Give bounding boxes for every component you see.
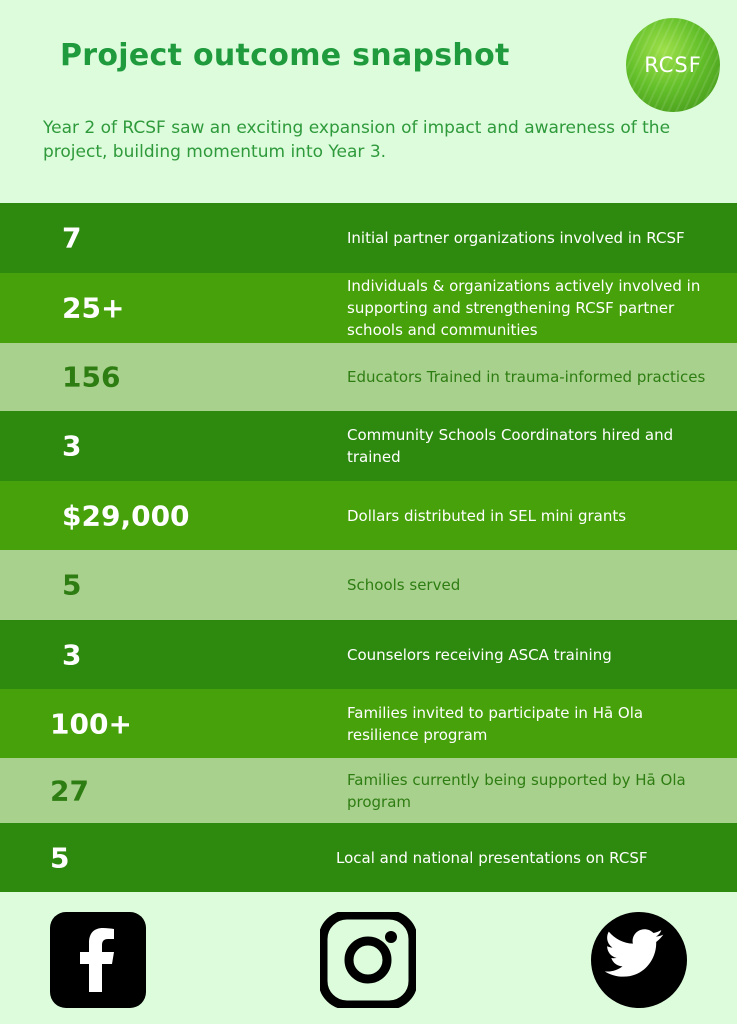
stat-row <box>0 550 737 620</box>
stat-value: 25+ <box>62 291 125 325</box>
stat-label: Schools served <box>347 576 461 594</box>
stat-value: 100+ <box>50 707 132 740</box>
stat-label: Community Schools Coordinators hired and trained <box>347 426 674 466</box>
stat-value: 5 <box>50 841 70 874</box>
stat-row <box>0 411 737 481</box>
stat-label: Families invited to participate in Hā Ola resilience program <box>347 703 644 744</box>
stat-label: Educators Trained in trauma-informed practices <box>347 368 706 386</box>
stat-value: 5 <box>62 568 82 602</box>
stat-label: Families currently being supported by Hā Ola program <box>347 770 686 811</box>
page-title: Project outcome snapshot <box>60 38 510 73</box>
facebook-icon[interactable] <box>50 912 146 1008</box>
stat-label: Initial partner organizations involved in RCSF <box>347 229 685 247</box>
stat-value: 3 <box>62 638 82 671</box>
logo-text: RCSF <box>644 53 702 77</box>
instagram-icon[interactable] <box>320 912 416 1008</box>
stat-label: Local and national presentations on RCSF <box>336 848 648 867</box>
stat-label: Dollars distributed in SEL mini grants <box>347 506 627 525</box>
stat-row <box>0 481 737 550</box>
stat-row <box>0 758 737 823</box>
stats-list <box>0 203 737 892</box>
stat-row <box>0 203 737 273</box>
stat-value: 7 <box>62 221 82 255</box>
stat-row <box>0 823 737 892</box>
stat-label: Counselors receiving ASCA training <box>347 645 612 664</box>
twitter-icon[interactable] <box>591 912 687 1008</box>
intro-text: Year 2 of RCSF saw an exciting expansion of impact and awareness of the project, building momentum into Year 3. <box>43 118 671 162</box>
stat-row <box>0 689 737 758</box>
stat-value: 3 <box>62 429 82 463</box>
stat-row <box>0 620 737 689</box>
social-footer <box>0 892 737 1024</box>
stat-value: $29,000 <box>62 499 190 532</box>
stat-row <box>0 343 737 411</box>
rcsf-logo <box>626 18 720 112</box>
stat-row <box>0 273 737 343</box>
stat-label: Individuals & organizations actively involved in supporting and strengthening RCSF partner schools and communities <box>347 277 701 339</box>
header <box>0 0 737 203</box>
stat-value: 27 <box>50 774 89 807</box>
stat-value: 156 <box>62 360 121 394</box>
